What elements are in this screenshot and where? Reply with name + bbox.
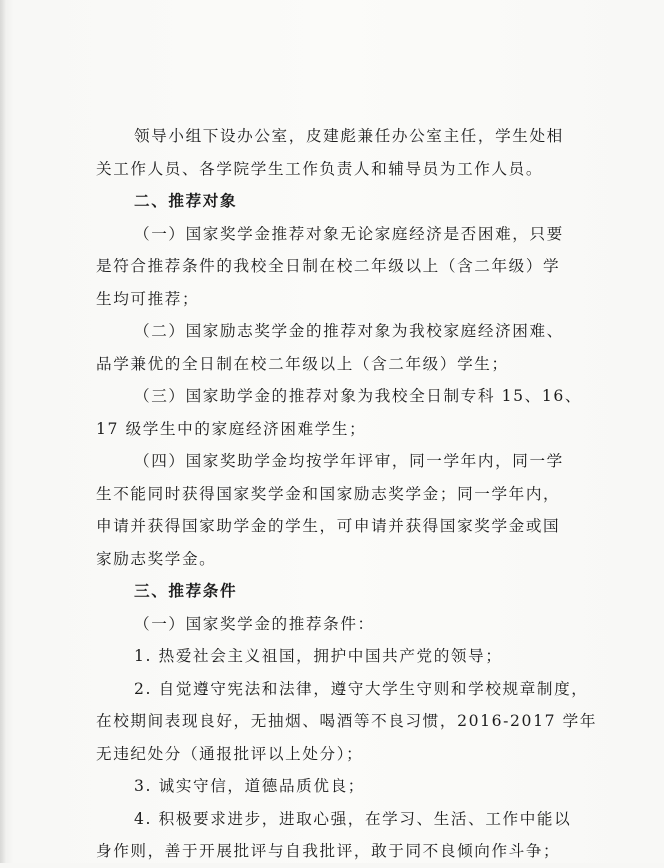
text-line: （二）国家励志奖学金的推荐对象为我校家庭经济困难、 <box>134 322 564 340</box>
text-line: 3. 诚实守信，道德品质优良； <box>134 777 365 795</box>
text-line: （一）国家奖学金的推荐条件： <box>134 614 375 633</box>
text-line: 2. 自觉遵守宪法和法律，遵守大学生守则和学校规章制度， <box>134 679 589 698</box>
text-line: 生不能同时获得国家奖学金和国家励志奖学金；同一学年内， <box>96 484 561 503</box>
text-line: （三）国家助学金的推荐对象为我校全日制专科 15、16、 <box>134 387 583 405</box>
text-line: 17 级学生中的家庭经济困难学生； <box>96 419 367 438</box>
document-body <box>96 120 598 868</box>
text-line: （四）国家奖助学金均按学年评审，同一学年内，同一学 <box>134 452 564 470</box>
text-line: 领导小组下设办公室，皮建彪兼任办公室主任，学生处相 <box>134 127 564 145</box>
text-line: 无违纪处分（通报批评以上处分）； <box>96 744 364 763</box>
text-line: 关工作人员、各学院学生工作负责人和辅导员为工作人员。 <box>96 159 544 178</box>
text-line: 申请并获得国家助学金的学生，可申请并获得国家奖学金或国 <box>96 517 561 535</box>
text-line: （一）国家奖学金推荐对象无论家庭经济是否困难，只要 <box>134 224 564 243</box>
text-line: 1. 热爱社会主义祖国，拥护中国共产党的领导； <box>134 647 503 665</box>
text-line: 身作则，善于开展批评与自我批评，敢于同不良倾向作斗争； <box>96 842 561 860</box>
text-line: 是符合推荐条件的我校全日制在校二年级以上（含二年级）学 <box>96 257 561 275</box>
section-heading: 二、推荐对象 <box>134 191 238 210</box>
text-line: 4. 积极要求进步，进取心强，在学习、生活、工作中能以 <box>134 809 572 828</box>
section-heading: 三、推荐条件 <box>134 581 238 600</box>
text-line: 在校期间表现良好，无抽烟、喝酒等不良习惯，2016-2017 学年 <box>96 712 598 730</box>
text-line: 生均可推荐； <box>96 289 200 308</box>
page-edge-shadow <box>0 0 6 863</box>
text-line: 品学兼优的全日制在校二年级以上（含二年级）学生； <box>96 354 509 373</box>
text-line: 家励志奖学金。 <box>96 549 217 568</box>
